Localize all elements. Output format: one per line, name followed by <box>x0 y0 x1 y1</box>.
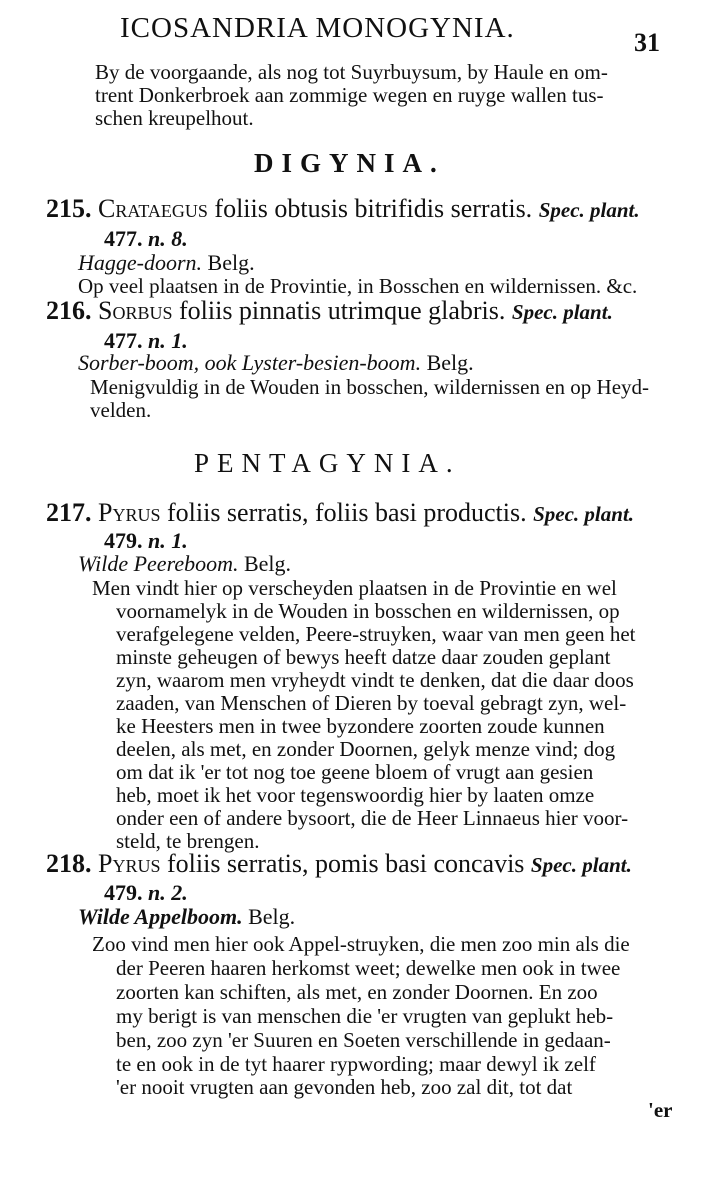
entry-text-line: zoorten kan schiften, als met, en zonder Doornen. En zoo <box>116 980 598 1004</box>
section-heading-digynia: DIGYNIA. <box>254 148 445 178</box>
common-name: Wilde Peereboom. <box>78 551 239 576</box>
entry-number: 218. <box>46 849 92 878</box>
entry-text-line: te en ook in de tyt haarer rypwording; maar dewyl ik zelf <box>116 1052 596 1076</box>
entry-text-line: ke Heesters men in twee byzondere zoorten zoude kunnen <box>116 714 605 738</box>
genus-name: Pyrus <box>98 849 161 878</box>
spec-reference: Spec. plant. <box>511 300 613 324</box>
entry-text-line: heb, moet ik het voor tegenswoordig hier by laaten omze <box>116 783 595 807</box>
section-heading-pentagynia: PENTAGYNIA. <box>194 448 461 478</box>
ref-number: n. 1. <box>148 328 188 353</box>
entry-text-line: verafgelegene velden, Peere-struyken, waar van men geen het <box>116 622 636 646</box>
entry-text-line: der Peeren haaren herkomst weet; dewelke men ook in twee <box>116 956 621 980</box>
entry-description: foliis serratis, pomis basi concavis <box>166 849 525 878</box>
genus-name: Sorbus <box>98 296 173 325</box>
entry-text-line: zyn, waarom men vryheydt vindt te denken, dat die daar doos <box>116 668 634 692</box>
ref-page: 479. <box>104 528 143 553</box>
language-tag: Belg. <box>426 350 474 375</box>
page-reference <box>104 530 188 552</box>
entry-number: 215. <box>46 194 92 223</box>
entry-text-line: Men vindt hier op verscheyden plaatsen in de Provintie en wel <box>92 576 617 600</box>
entry-number: 216. <box>46 296 92 325</box>
common-name: Sorber-boom, ook Lyster-besien-boom. <box>78 350 422 375</box>
common-name-line <box>78 906 295 928</box>
intro-line: trent Donkerbroek aan zommige wegen en ruyge wallen tus- <box>95 83 604 107</box>
entry-text-line: 'er nooit vrugten aan gevonden heb, zoo zal dit, tot dat <box>116 1075 573 1099</box>
entry-description: foliis obtusis bitrifidis serratis. <box>214 194 533 223</box>
genus-name: Pyrus <box>98 498 161 527</box>
language-tag: Belg. <box>207 250 255 275</box>
entry-text-line: onder een of andere bysoort, die de Heer Linnaeus hier voor- <box>116 806 629 830</box>
page-reference <box>104 882 188 904</box>
spec-reference: Spec. plant. <box>538 198 640 222</box>
entry-text-line: Menigvuldig in de Wouden in bosschen, wildernissen en op Heyd- <box>90 375 650 399</box>
page-number: 31 <box>634 28 660 57</box>
common-name: Hagge-doorn. <box>78 250 203 275</box>
common-name-line <box>78 252 255 274</box>
entry-text-line: minste geheugen of bewys heeft datze daar zouden geplant <box>116 645 611 669</box>
intro-line: By de voorgaande, als nog tot Suyrbuysum, by Haule en om- <box>95 60 608 84</box>
entry-text-line: Op veel plaatsen in de Provintie, in Bosschen en wildernissen. &c. <box>78 274 638 298</box>
entry-text-line: my berigt is van menschen die 'er vrugten van geplukt heb- <box>116 1004 614 1028</box>
entry-text-line: velden. <box>90 398 152 422</box>
common-name-line <box>78 553 291 575</box>
entry-heading <box>46 298 613 324</box>
entry-description: foliis pinnatis utrimque glabris. <box>178 296 506 325</box>
catchword: 'er <box>648 1098 673 1122</box>
entry-heading <box>46 196 640 222</box>
ref-page: 477. <box>104 226 143 251</box>
common-name-line <box>78 352 474 374</box>
entry-text-line: Zoo vind men hier ook Appel-struyken, die men zoo min als die <box>92 932 630 956</box>
running-header: ICOSANDRIA MONOGYNIA. <box>120 12 515 44</box>
entry-description: foliis serratis, foliis basi productis. <box>166 498 527 527</box>
ref-number: n. 2. <box>148 880 188 905</box>
genus-name: Crataegus <box>98 194 208 223</box>
entry-heading <box>46 500 634 526</box>
entry-text-line: deelen, als met, en zonder Doornen, gelyk menze vind; dog <box>116 737 616 761</box>
entry-number: 217. <box>46 498 92 527</box>
language-tag: Belg. <box>248 904 296 929</box>
spec-reference: Spec. plant. <box>533 502 635 526</box>
entry-text-line: steld, te brengen. <box>116 829 260 853</box>
ref-page: 477. <box>104 328 143 353</box>
ref-number: n. 1. <box>148 528 188 553</box>
page-reference <box>104 330 188 352</box>
language-tag: Belg. <box>243 551 292 576</box>
entry-text-line: ben, zoo zyn 'er Suuren en Soeten verschillende in gedaan- <box>116 1028 611 1052</box>
entry-text-line: zaaden, van Menschen of Dieren by toeval gebragt zyn, wel- <box>116 691 627 715</box>
entry-text-line: voornamelyk in de Wouden in bosschen en wildernissen, op <box>116 599 620 623</box>
ref-page: 479. <box>104 880 143 905</box>
spec-reference: Spec. plant. <box>530 853 632 877</box>
entry-heading <box>46 851 632 877</box>
common-name: Wilde Appelboom. <box>78 904 243 929</box>
entry-text-line: om dat ik 'er tot nog toe geene bloem of vrugt aan gesien <box>116 760 594 784</box>
page-reference <box>104 228 188 250</box>
ref-number: n. 8. <box>148 226 188 251</box>
intro-line: schen kreupelhout. <box>95 106 254 130</box>
